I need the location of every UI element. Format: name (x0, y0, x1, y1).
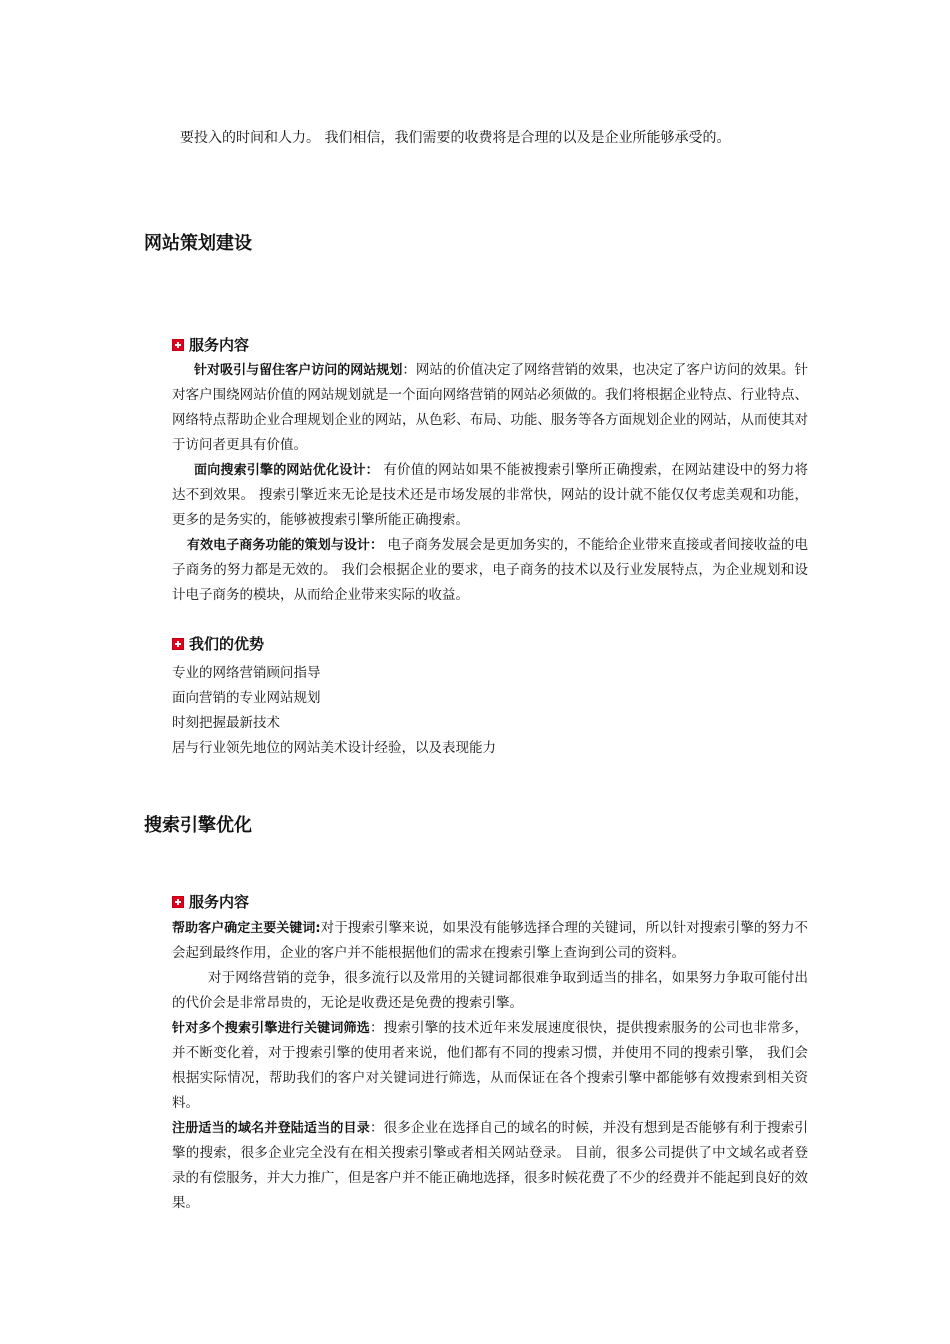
paragraph-text: 有价值的网站如果不能被搜索引擎所正确搜索，在网站建设中的努力将达不到效果。 搜索引擎近来无论是技术还是市场发展的非常快，网站的设计就不能仅仅考虑美观和功能，更多的是务实的，能够被搜索引擎所能正确搜索。 (172, 462, 808, 528)
section-title-seo: 搜索引擎优化 (144, 815, 252, 836)
paragraph-lead: 针对吸引与留住客户访问的网站规划 (194, 363, 403, 378)
paragraph (172, 1016, 808, 1116)
intro-line: 要投入的时间和人力。 我们相信，我们需要的收费将是合理的以及是企业所能够承受的。 (180, 130, 731, 146)
paragraph-text: 对于网络营销的竞争，很多流行以及常用的关键词都很难争取到适当的排名，如果努力争取可能付出的代价会是非常昂贵的，无论是收费还是免费的搜索引擎。 (172, 970, 808, 1011)
subheading-our-advantages (172, 633, 264, 654)
list-item: 居与行业领先地位的网站美术设计经验，以及表现能力 (172, 740, 496, 756)
paragraph-text: 对于搜索引擎来说，如果没有能够选择合理的关键词，所以针对搜索引擎的努力不会起到最终作用，企业的客户并不能根据他们的需求在搜索引擎上查询到公司的资料。 (172, 920, 809, 961)
paragraph-lead: 针对多个搜索引擎进行关键词筛选 (172, 1021, 370, 1036)
subheading-service-content (172, 334, 249, 355)
list-item: 时刻把握最新技术 (172, 715, 280, 731)
paragraph-text: ：很多企业在选择自己的域名的时候，并没有想到是否能够有利于搜索引擎的搜索，很多企业完全没有在相关搜索引擎或者相关网站登录。 目前，很多公司提供了中文域名或者登录的有偿服务，并大力推广，但是客户并不能正确地选择，很多时候花费了不少的经费并不能起到良好的效果。 (172, 1120, 808, 1211)
list-item: 专业的网络营销顾问指导 (172, 665, 321, 681)
paragraph-lead: 面向搜索引擎的网站优化设计： (194, 463, 379, 478)
subheading-label: 我们的优势 (189, 635, 265, 653)
subheading-label: 服务内容 (189, 336, 250, 354)
paragraph-lead: 有效电子商务功能的策划与设计： (187, 538, 384, 553)
list-item: 面向营销的专业网站规划 (172, 690, 321, 706)
paragraph-text: ：网站的价值决定了网络营销的效果，也决定了客户访问的效果。针对客户围绕网站价值的网站规划就是一个面向网络营销的网站必须做的。我们将根据企业特点、行业特点、网络特点帮助企业合理规划企业的网站，从色彩、布局、功能、服务等各方面规划企业的网站，从而使其对于访问者更具有价值。 (172, 362, 808, 453)
paragraph-lead: 注册适当的域名并登陆适当的目录 (172, 1121, 370, 1136)
plus-bullet-icon (172, 638, 184, 650)
subheading-service-content (172, 891, 249, 912)
paragraph (172, 966, 808, 1016)
paragraph (172, 1116, 808, 1216)
section-title-website-planning: 网站策划建设 (144, 233, 252, 254)
paragraph-lead: 帮助客户确定主要关键词: (172, 921, 321, 936)
paragraph (172, 916, 808, 966)
subheading-label: 服务内容 (189, 893, 250, 911)
paragraph (172, 533, 808, 608)
paragraph-text: 电子商务发展会是更加务实的，不能给企业带来直接或者间接收益的电子商务的努力都是无效的。 我们会根据企业的要求，电子商务的技术以及行业发展特点，为企业规划和设计电子商务的模块，从而给企业带来实际的收益。 (172, 537, 808, 603)
paragraph (172, 458, 808, 533)
paragraph-text: ：搜索引擎的技术近年来发展速度很快，提供搜索服务的公司也非常多，并不断变化着，对于搜索引擎的使用者来说，他们都有不同的搜索习惯，并使用不同的搜索引擎， 我们会根据实际情况，帮助我们的客户对关键词进行筛选，从而保证在各个搜索引擎中都能够有效搜索到相关资料。 (172, 1020, 808, 1111)
paragraph (172, 358, 808, 458)
plus-bullet-icon (172, 896, 184, 908)
plus-bullet-icon (172, 339, 184, 351)
